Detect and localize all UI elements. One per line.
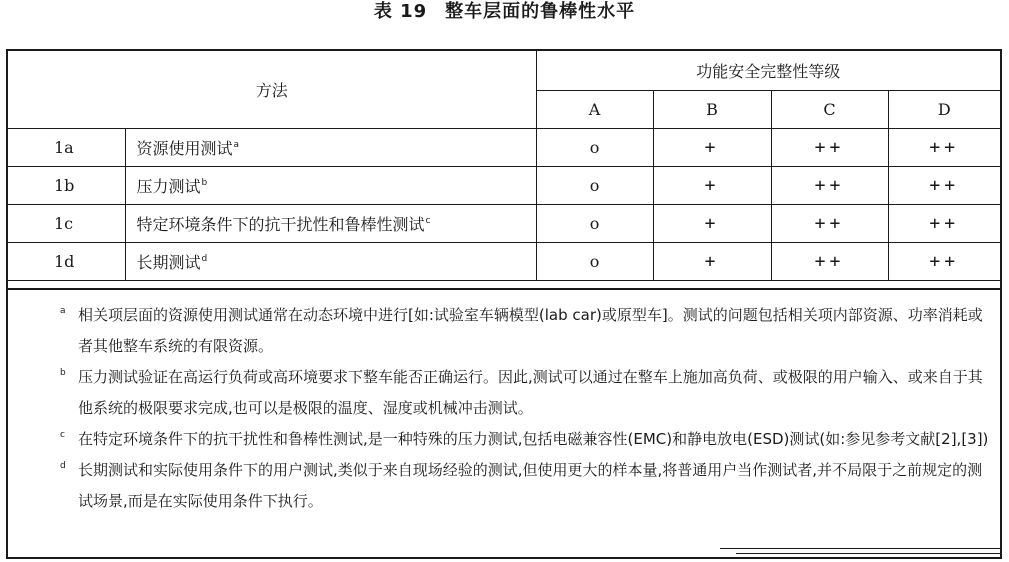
rating-c: ++	[771, 242, 888, 280]
table-row	[8, 204, 1000, 242]
row-id: 1d	[8, 242, 125, 280]
note-text: 长期测试和实际使用条件下的用户测试,类似于来自现场经验的测试,但使用更大的样本量,将普通用户当作测试者,并不局限于之前规定的测试场景,而是在实际使用条件下执行。	[78, 461, 983, 510]
rating-c: ++	[771, 166, 888, 204]
footnote-ref: d	[201, 253, 208, 264]
note-marker: c	[60, 430, 65, 440]
rating-d: ++	[888, 128, 1000, 166]
end-rule-lower	[736, 553, 1002, 554]
rating-d: ++	[888, 242, 1000, 280]
note-text: 在特定环境条件下的抗干扰性和鲁棒性测试,是一种特殊的压力测试,包括电磁兼容性(EMC)和静电放电(ESD)测试(如:参见参考文献[2],[3])	[78, 430, 989, 448]
rating-a: o	[536, 166, 653, 204]
grade-header-d: D	[888, 90, 1000, 128]
row-method-name: 压力测试$^b$	[125, 166, 536, 204]
table-notes	[8, 288, 1000, 561]
rating-b: +	[653, 166, 771, 204]
rating-b: +	[653, 242, 771, 280]
method-header: 方法	[8, 51, 536, 128]
rating-a: o	[536, 128, 653, 166]
rating-b: +	[653, 204, 771, 242]
robustness-table	[8, 51, 1000, 281]
table-frame	[6, 49, 1002, 559]
table-number: 表 19	[373, 1, 428, 22]
rating-b: +	[653, 128, 771, 166]
note-item	[8, 362, 1000, 424]
note-text: 压力测试验证在高运行负荷或高环境要求下整车能否正确运行。因此,测试可以通过在整车上施加高负荷、或极限的用户输入、或来自于其他系统的极限要求完成,也可以是极限的温度、湿度或机械冲击测试。	[78, 368, 983, 417]
end-rule-upper	[720, 548, 1002, 549]
grade-header-a: A	[536, 90, 653, 128]
row-method-name: 资源使用测试$^a$	[125, 128, 536, 166]
footnote-ref: b	[201, 177, 208, 188]
rating-c: ++	[771, 204, 888, 242]
grade-header-b: B	[653, 90, 771, 128]
rating-c: ++	[771, 128, 888, 166]
table-row	[8, 128, 1000, 166]
row-method-name: 特定环境条件下的抗干扰性和鲁棒性测试$^c$	[125, 204, 536, 242]
note-item	[8, 455, 1000, 517]
row-id: 1b	[8, 166, 125, 204]
table-row	[8, 242, 1000, 280]
grade-group-header: 功能安全完整性等级	[536, 51, 1000, 90]
note-marker: d	[60, 461, 66, 471]
row-method-name: 长期测试$^d$	[125, 242, 536, 280]
note-marker: b	[60, 368, 66, 378]
note-item	[8, 424, 1000, 455]
rating-d: ++	[888, 204, 1000, 242]
footnote-ref: c	[425, 215, 431, 226]
grade-header-c: C	[771, 90, 888, 128]
table-row	[8, 166, 1000, 204]
note-item	[8, 300, 1000, 362]
note-text: 相关项层面的资源使用测试通常在动态环境中进行[如:试验室车辆模型(lab car)或原型车]。测试的问题包括相关项内部资源、功率消耗或者其他整车系统的有限资源。	[78, 306, 983, 355]
table-title-text: 整车层面的鲁棒性水平	[445, 1, 636, 22]
table-title	[0, 0, 1009, 30]
row-id: 1a	[8, 128, 125, 166]
rating-a: o	[536, 242, 653, 280]
rating-d: ++	[888, 166, 1000, 204]
footnote-ref: a	[233, 139, 240, 150]
note-marker: a	[60, 306, 66, 316]
rating-a: o	[536, 204, 653, 242]
row-id: 1c	[8, 204, 125, 242]
